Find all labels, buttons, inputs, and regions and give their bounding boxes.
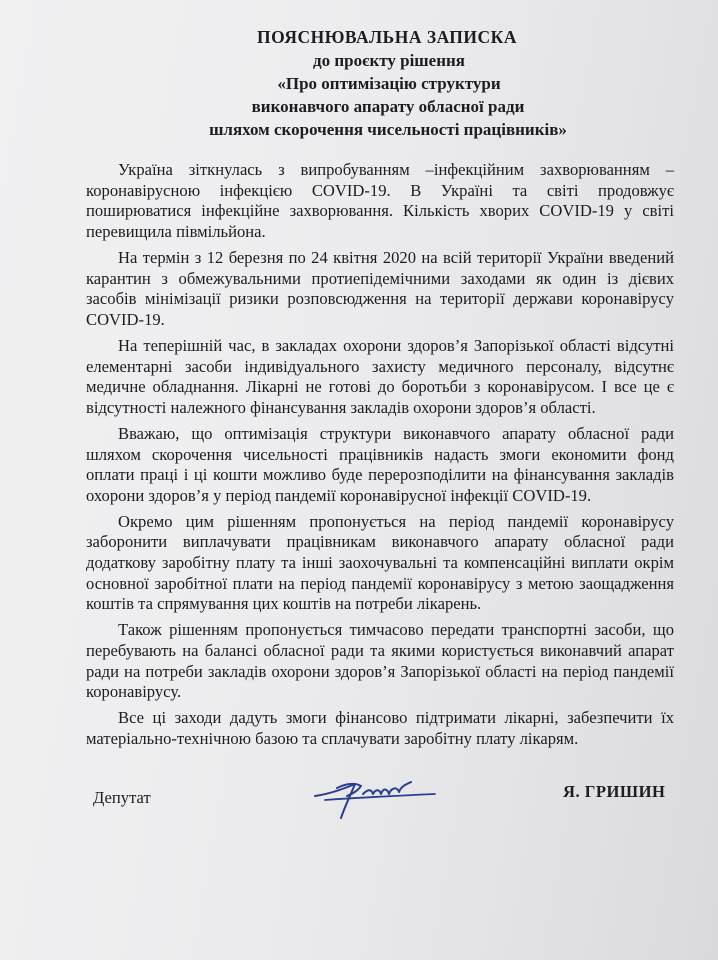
document-body — [86, 160, 674, 755]
body-paragraph: Також рішенням пропонується тимчасово передати транспортні засоби, що перебувають на балансі обласної ради та якими користується виконавчий апарат ради на потреби закладів охорони здоров’я Запорізької області на період пандемії коронавірусу. — [86, 620, 674, 702]
heading-subtitle-line: «Про оптимізацію структури — [277, 74, 501, 93]
handwritten-signature — [311, 766, 441, 822]
body-paragraph: Окремо цим рішенням пропонується на період пандемії коронавірусу заборонити виплачувати працівникам виконавчого апарату обласної ради додаткову заробітну плату та інші заохочувальні та компенсаційні виплати окрім основної заробітної плати на період пандемії коронавірусу з метою заощадження коштів та спрямування цих коштів на потреби лікарень. — [86, 511, 674, 614]
body-paragraph: На термін з 12 березня по 24 квітня 2020 на всій території України введений карантин з обмежувальними протиепідемічними заходами як один із дієвих засобів мінімізації ризики розповсюдження на території держави коронавірусу COVID-19. — [86, 247, 674, 329]
signer-name: Я. ГРИШИН — [563, 782, 666, 801]
body-paragraph: Україна зіткнулась з випробуванням –інфекційним захворюванням – коронавірусною інфекцією COVID-19. В Україні та світі продовжує поширюватися інфекційне захворювання. Кількість хворих COVID-19 у світі перевищила півмільйона. — [86, 160, 674, 241]
body-paragraph: Все ці заходи дадуть змоги фінансово підтримати лікарні, забезпечити їх матеріально-технічною базою та сплачувати заробітну плату лікарям. — [86, 708, 674, 748]
document-title: ПОЯСНЮВАЛЬНА ЗАПИСКА — [256, 27, 518, 47]
heading-subtitle-line: виконавчого апарату обласної ради — [251, 97, 525, 116]
heading-subtitle-line: до проєкту рішення — [313, 51, 465, 70]
signature-block — [93, 782, 673, 832]
body-paragraph: На теперішній час, в закладах охорони здоров’я Запорізької області відсутні елементарні засоби індивідуального захисту медичного персоналу, відсутнє медичне обладнання. Лікарні не готові до боротьби з коронавірусом. І все це є відсутності належного фінансування закладів охорони здоров’я області. — [86, 335, 674, 417]
heading-subtitle-line: шляхом скорочення чисельності працівників» — [209, 120, 567, 139]
document-heading — [0, 26, 718, 141]
signer-position: Депутат — [93, 788, 151, 807]
body-paragraph: Вважаю, що оптимізація структури виконавчого апарату обласної ради шляхом скорочення чисельності працівників надасть змоги економити фонд оплати праці і ці кошти можливо буде перерозподілити на фінансування закладів охорони здоров’я у період пандемії коронавірусної інфекції COVID-19. — [86, 423, 674, 505]
